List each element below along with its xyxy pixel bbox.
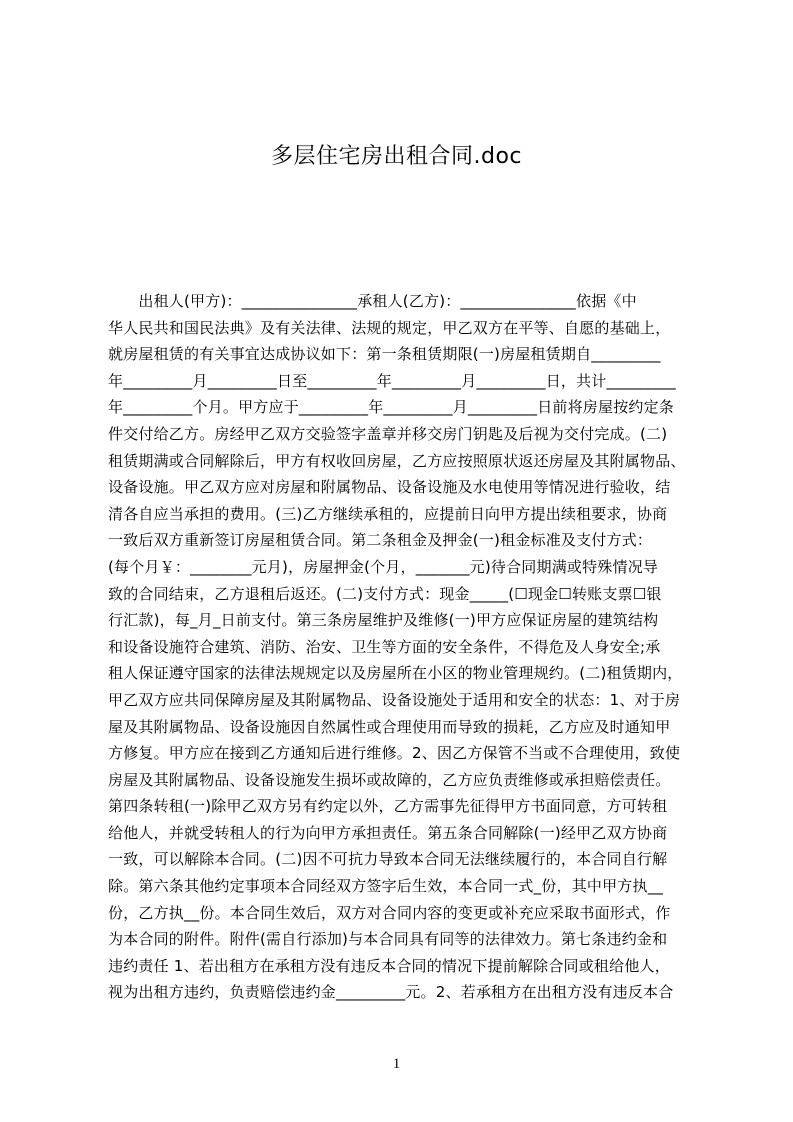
body-line: 租人保证遵守国家的法律法规规定以及房屋所在小区的物业管理规约。(二)租赁期内， [108,664,683,683]
body-line: (每个月￥：________元月)，房屋押金(个月，_______元)待合同期满或特殊情况导 [108,557,659,576]
body-line: 为本合同的附件。附件(需自行添加)与本合同具有同等的法律效力。第七条违约金和 [108,930,668,949]
body-line: 份，乙方执__份。本合同生效后，双方对合同内容的变更或补充应采取书面形式，作 [108,903,671,922]
body-line: 年_________个月。甲方应于_________年_________月_________日前将房屋按约定条 [108,398,675,417]
body-line: 甲乙双方应共同保障房屋及其附属物品、设备设施处于适用和安全的状态：1、对于房 [108,690,681,709]
body-line: 就房屋租赁的有关事宜达成协议如下：第一条租赁期限(一)房屋租赁期自_________ [108,345,661,364]
body-line: 房屋及其附属物品、设备设施发生损坏或故障的，乙方应负责维修或承担赔偿责任。 [108,770,671,789]
body-line: 华人民共和国民法典》及有关法律、法规的规定，甲乙双方在平等、自愿的基础上， [108,318,671,337]
body-line: 租赁期满或合同解除后，甲方有权收回房屋，乙方应按照原状返还房屋及其附属物品、 [108,451,686,470]
body-line: 第四条转租(一)除甲乙双方另有约定以外，乙方需事先征得甲方书面同意，方可转租 [108,797,668,816]
document-title: 多层住宅房出租合同.doc [270,144,522,169]
body-line: 年_________月_________日至_________年_________月_________日，共计_________ [108,371,676,390]
body-line: 设备设施。甲乙双方应对房屋和附属物品、设备设施及水电使用等情况进行验收，结 [108,478,671,497]
body-line: 屋及其附属物品、设备设施因自然属性或合理使用而导致的损耗，乙方应及时通知甲 [108,717,671,736]
body-line: 给他人，并就受转租人的行为向甲方承担责任。第五条合同解除(一)经甲乙双方协商 [108,823,668,842]
body-line: 清各自应当承担的费用。(三)乙方继续承租的，应提前日向甲方提出续租要求，协商 [108,504,668,523]
body-line: 方修复。甲方应在接到乙方通知后进行维修。2、因乙方保管不当或不合理使用，致使 [108,744,681,763]
body-line: 一致，可以解除本合同。(二)因不可抗力导致本合同无法继续履行的，本合同自行解 [108,850,668,869]
contract-body [108,288,698,1006]
body-line: 致的合同结束，乙方退租后返还。(二)支付方式：现金_____(☐现金☐转账支票☐银 [108,584,662,603]
body-line: 视为出租方违约，负责赔偿违约金_________元。2、若承租方在出租方没有违反本合 [108,983,674,1002]
body-line: 和设备设施符合建筑、消防、治安、卫生等方面的安全条件，不得危及人身安全;承 [108,637,661,656]
body-line: 件交付给乙方。房经甲乙双方交验签字盖章并移交房门钥匙及后视为交付完成。(二) [108,424,668,443]
body-line: 一致后双方重新签订房屋租赁合同。第二条租金及押金(一)租金标准及支付方式： [108,531,653,550]
body-line: 行汇款)，每_月_日前支付。第三条房屋维护及维修(一)甲方应保证房屋的建筑结构 [108,611,659,630]
body-line: 除。第六条其他约定事项本合同经双方签字后生效，本合同一式_份，其中甲方执__ [108,877,664,896]
page-number: 1 [392,1056,401,1072]
body-line: 违约责任 1、若出租方在承租方没有违反本合同的情况下提前解除合同或租给他人， [108,956,670,975]
body-line: 出租人(甲方)：_______________承租人(乙方)：_______________依据《中 [108,292,637,310]
